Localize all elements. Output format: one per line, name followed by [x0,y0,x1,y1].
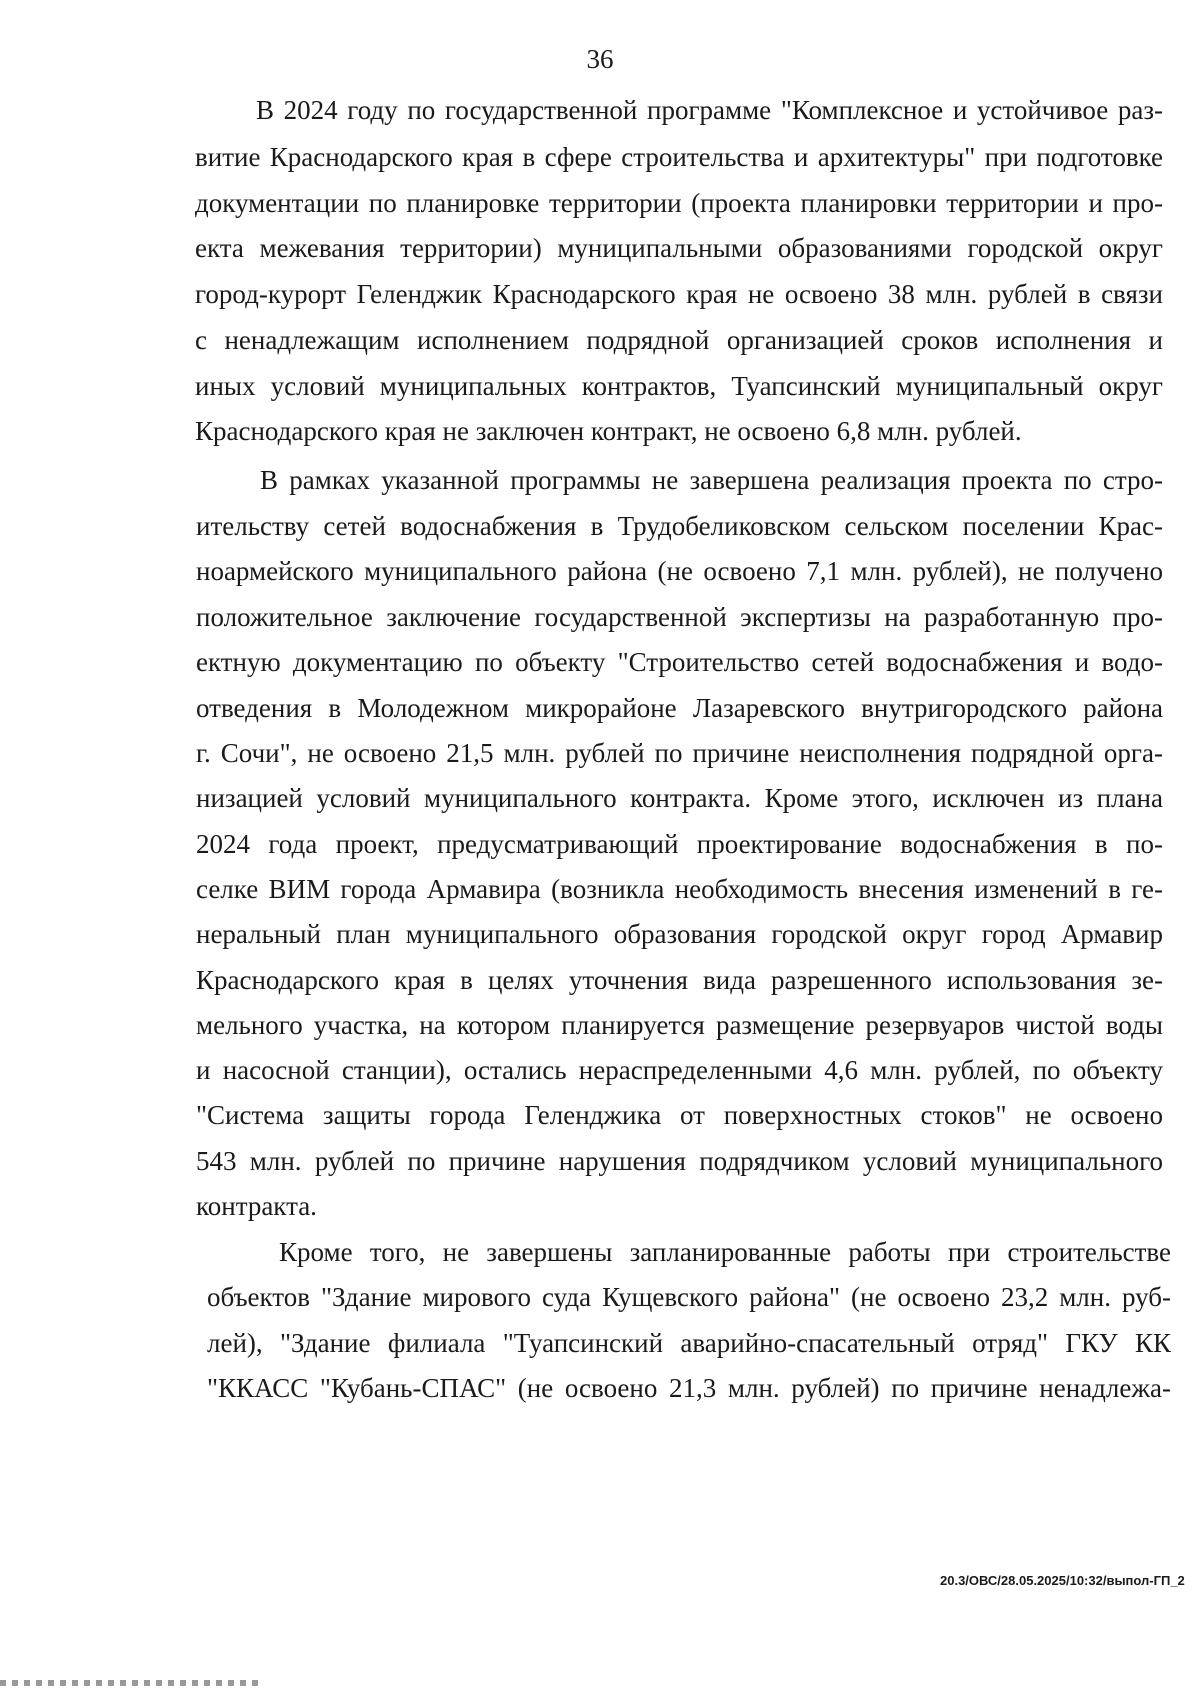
text-line: ноармейского муниципального района (не освоено 7,1 млн. рублей), не получено [196,556,1163,586]
text-line: "Система защиты города Геленджика от поверхностных стоков" не освоено [196,1100,1163,1130]
text-line: объектов "Здание мирового суда Кущевского района" (не освоено 23,2 млн. руб- [207,1282,1171,1312]
text-line: Краснодарского края в целях уточнения вида разрешенного использования зе- [196,965,1163,995]
text-line: неральный план муниципального образования городской округ город Армавир [196,919,1163,949]
text-line: Краснодарского края не заключен контракт, не освоено 6,8 млн. рублей. [195,416,1022,446]
document-stamp: 20.3/ОВС/28.05.2025/10:32/выпол-ГП_2 [940,1573,1185,1588]
text-line: 543 млн. рублей по причине нарушения подрядчиком условий муниципального [196,1146,1163,1176]
text-line: витие Краснодарского края в сфере строительства и архитектуры" при подготовке [195,142,1163,172]
text-line: город-курорт Геленджик Краснодарского края не освоено 38 млн. рублей в связи [195,279,1163,309]
text-line: В рамках указанной программы не завершена реализация проекта по стро- [260,465,1163,495]
text-line: лей), "Здание филиала "Туапсинский аварийно-спасательный отряд" ГКУ КК [207,1328,1171,1358]
text-line: Кроме того, не завершены запланированные работы при строительстве [279,1237,1171,1267]
text-line: и насосной станции), остались нераспределенными 4,6 млн. рублей, по объекту [196,1055,1163,1085]
text-line: ительству сетей водоснабжения в Трудобеликовском сельском поселении Крас- [196,511,1163,541]
text-line: положительное заключение государственной экспертизы на разработанную про- [196,602,1163,632]
text-line: иных условий муниципальных контрактов, Туапсинский муниципальный округ [195,371,1163,401]
text-line: контракта. [196,1191,317,1221]
text-line: селке ВИМ города Армавира (возникла необходимость внесения изменений в ге- [196,874,1163,904]
page-number: 36 [586,44,614,74]
text-line: ектную документацию по объекту "Строительство сетей водоснабжения и водо- [196,647,1163,677]
text-line: документации по планировке территории (проекта планировки территории и про- [195,188,1163,218]
text-line: 2024 года проект, предусматривающий проектирование водоснабжения в по- [196,829,1163,859]
text-line: г. Сочи", не освоено 21,5 млн. рублей по причине неисполнения подрядной орга- [196,738,1163,768]
text-line: отведения в Молодежном микрорайоне Лазаревского внутригородского района [196,693,1163,723]
scan-edge-artifact [0,1680,260,1686]
text-line: с ненадлежащим исполнением подрядной организацией сроков исполнения и [195,325,1163,355]
text-line: "ККАСС "Кубань-СПАС" (не освоено 21,3 млн. рублей) по причине ненадлежа- [207,1373,1171,1403]
text-line: екта межевания территории) муниципальными образованиями городской округ [195,233,1163,263]
text-line: низацией условий муниципального контракта. Кроме этого, исключен из плана [196,783,1163,813]
text-line: мельного участка, на котором планируется размещение резервуаров чистой воды [196,1010,1163,1040]
text-line: В 2024 году по государственной программе "Комплексное и устойчивое раз- [256,95,1163,125]
